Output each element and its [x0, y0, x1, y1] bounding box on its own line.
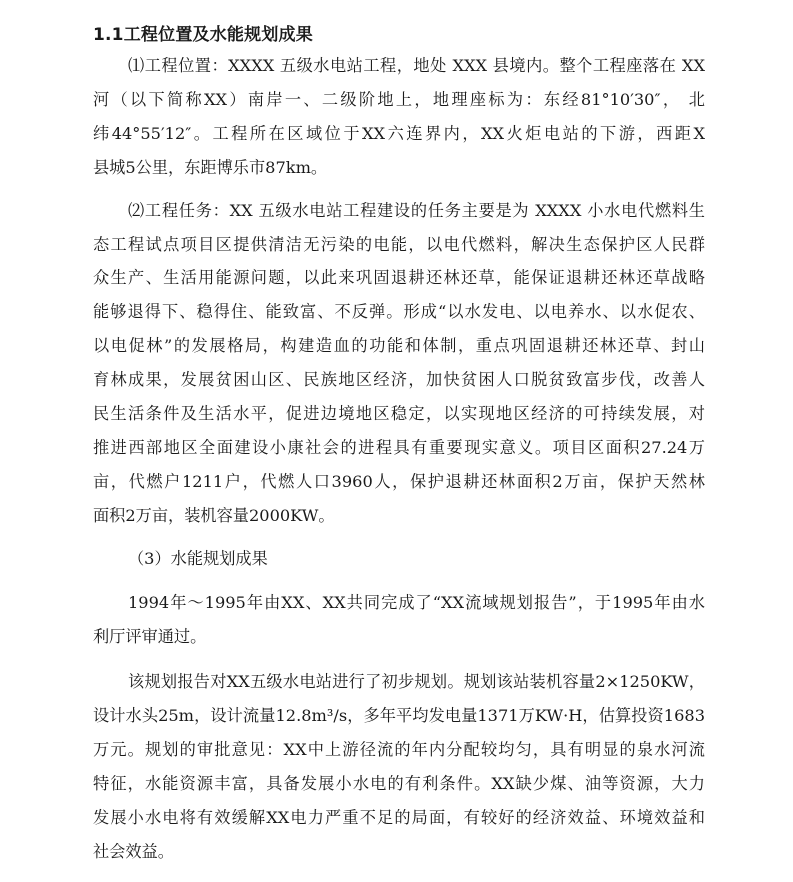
- subsection-title: （3）水能规划成果: [128, 549, 268, 568]
- text-line: 该规划报告对XX五级水电站进行了初步规划。规划该站装机容量2×1250KW，: [128, 672, 705, 691]
- text-line: 万元。规划的审批意见：XX中上游径流的年内分配较均匀，具有明显的泉水河流: [93, 740, 705, 759]
- text-line: 1994年～1995年由XX、XX共同完成了“XX流域规划报告”，于1995年由水: [128, 593, 705, 612]
- text-line: 众生产、生活用能源问题，以此来巩固退耕还林还草，能保证退耕还林还草战略: [93, 268, 705, 287]
- text-line: ⑴工程位置：XXXX 五级水电站工程，地处 XXX 县境内。整个工程座落在 XX: [128, 56, 705, 75]
- text-line: 社会效益。: [93, 842, 174, 861]
- text-line: 亩，代燃户1211户，代燃人口3960人，保护退耕还林面积2万亩，保护天然林: [93, 472, 705, 491]
- text-line: 纬44°55′12″。工程所在区域位于XX六连界内，XX火炬电站的下游，西距X: [93, 124, 705, 143]
- text-line: 推进西部地区全面建设小康社会的进程具有重要现实意义。项目区面积27.24万: [93, 438, 705, 457]
- text-line: 河（以下简称XX）南岸一、二级阶地上，地理座标为：东经81°10′30″， 北: [93, 90, 705, 109]
- section-heading: 1.1工程位置及水能规划成果: [93, 25, 313, 45]
- text-line: 发展小水电将有效缓解XX电力严重不足的局面，有较好的经济效益、环境效益和: [93, 808, 705, 827]
- text-line: 态工程试点项目区提供清洁无污染的电能，以电代燃料，解决生态保护区人民群: [93, 235, 705, 254]
- text-line: 以电促林”的发展格局，构建造血的功能和体制，重点巩固退耕还林还草、封山: [93, 336, 705, 355]
- text-line: 特征，水能资源丰富，具备发展小水电的有利条件。XX缺少煤、油等资源，大力: [93, 774, 705, 793]
- text-line: 利厅评审通过。: [93, 627, 207, 646]
- text-line: 育林成果，发展贫困山区、民族地区经济，加快贫困人口脱贫致富步伐，改善人: [93, 370, 705, 389]
- text-line: 设计水头25m，设计流量12.8m³/s，多年平均发电量1371万KW·H，估算投资1683: [93, 706, 705, 725]
- text-line: 民生活条件及生活水平，促进边境地区稳定，以实现地区经济的可持续发展，对: [93, 404, 705, 423]
- text-line: 县城5公里，东距博乐市87km。: [93, 158, 328, 177]
- text-line: ⑵工程任务：XX 五级水电站工程建设的任务主要是为 XXXX 小水电代燃料生: [128, 201, 705, 220]
- text-line: 能够退得下、稳得住、能致富、不反弹。形成“以水发电、以电养水、以水促农、: [93, 302, 705, 321]
- text-line: 面积2万亩，装机容量2000KW。: [93, 506, 335, 525]
